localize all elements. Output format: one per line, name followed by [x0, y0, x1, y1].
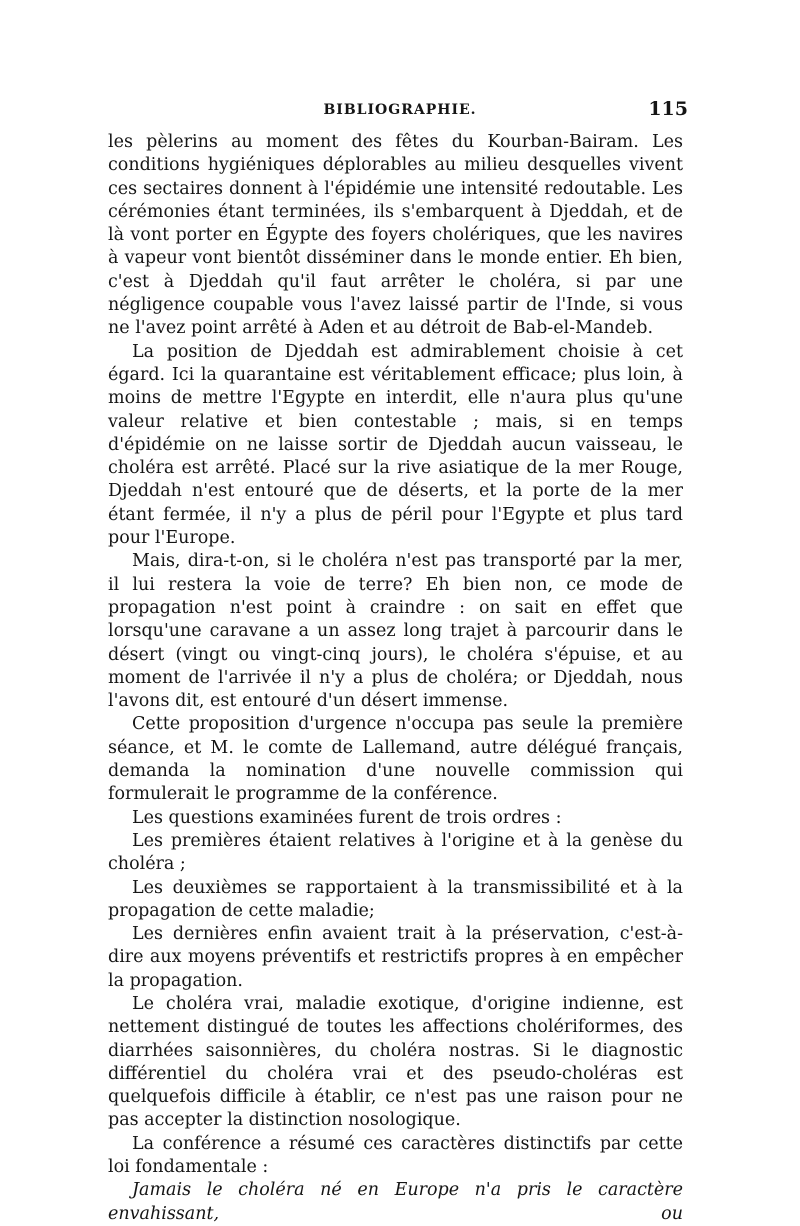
page-number: 115	[648, 98, 688, 120]
italic-law-statement: Jamais le choléra né en Europe n'a pris le caractère envahissant, ou	[108, 1180, 683, 1224]
running-head	[108, 98, 692, 124]
paragraph: Les questions examinées furent de trois ordres :	[132, 807, 562, 828]
paragraph: Les deuxièmes se rapportaient à la transmissibilité et à la propagation de cette maladie;	[108, 877, 683, 921]
paragraph: Mais, dira-t-on, si le choléra n'est pas transporté par la mer, il lui restera la voie de terre? Eh bien non, ce mode de propagation n'est point à craindre : on sait en effet que lorsqu'une caravane a un assez long trajet à parcourir dans le désert (vingt ou vingt-cinq jours), le choléra s'épuise, et au moment de l'arrivée il n'y a plus de choléra; or Djeddah, nous l'avons dit, est entouré d'un désert immense.	[108, 551, 683, 712]
body-text	[108, 131, 683, 1226]
paragraph: Les dernières enfin avaient trait à la préservation, c'est-à-dire aux moyens préventifs et restrictifs propres à en empêcher la propagation.	[108, 924, 683, 991]
paragraph-continuation: les pèlerins au moment des fêtes du Kourban-Bairam. Les conditions hygiéniques déplorables au milieu desquelles vivent ces sectaires donnent à l'épidémie une intensité redoutable. Les cérémonies étant terminées, ils s'embarquent à Djeddah, et de là vont porter en Égypte des foyers cholériques, que les navires à vapeur vont bientôt disséminer dans le monde entier. Eh bien, c'est à Djeddah qu'il faut arrêter le choléra, si par une négligence coupable vous l'avez laissé partir de l'Inde, si vous ne l'avez point arrêté à Aden et au détroit de Bab-el-Mandeb.	[108, 132, 683, 339]
paragraph: Les premières étaient relatives à l'origine et à la genèse du choléra ;	[108, 830, 683, 875]
running-head-title: BIBLIOGRAPHIE.	[323, 102, 477, 118]
paragraph: La conférence a résumé ces caractères distinctifs par cette loi fondamentale :	[108, 1133, 683, 1178]
paragraph: Cette proposition d'urgence n'occupa pas seule la première séance, et M. le comte de Lallemand, autre délégué français, demanda la nomination d'une nouvelle commission qui formulerait le programme de la conférence.	[108, 714, 683, 805]
paragraph: La position de Djeddah est admirablement choisie à cet égard. Ici la quarantaine est véritablement efficace; plus loin, à moins de mettre l'Egypte en interdit, elle n'aura plus qu'une valeur relative et bien contestable ; mais, si en temps d'épidémie on ne laisse sortir de Djeddah aucun vaisseau, le choléra est arrêté. Placé sur la rive asiatique de la mer Rouge, Djeddah n'est entouré que de déserts, et la porte de la mer étant fermée, il n'y a plus de péril pour l'Egypte et plus tard pour l'Europe.	[108, 341, 683, 549]
paragraph: Le choléra vrai, maladie exotique, d'origine indienne, est nettement distingué de toutes les affections cholériformes, des diarrhées saisonnières, du choléra nostras. Si le diagnostic différentiel du choléra vrai et des pseudo-choléras est quelquefois difficile à établir, ce n'est pas une raison pour ne pas accepter la distinction nosologique.	[108, 993, 683, 1131]
